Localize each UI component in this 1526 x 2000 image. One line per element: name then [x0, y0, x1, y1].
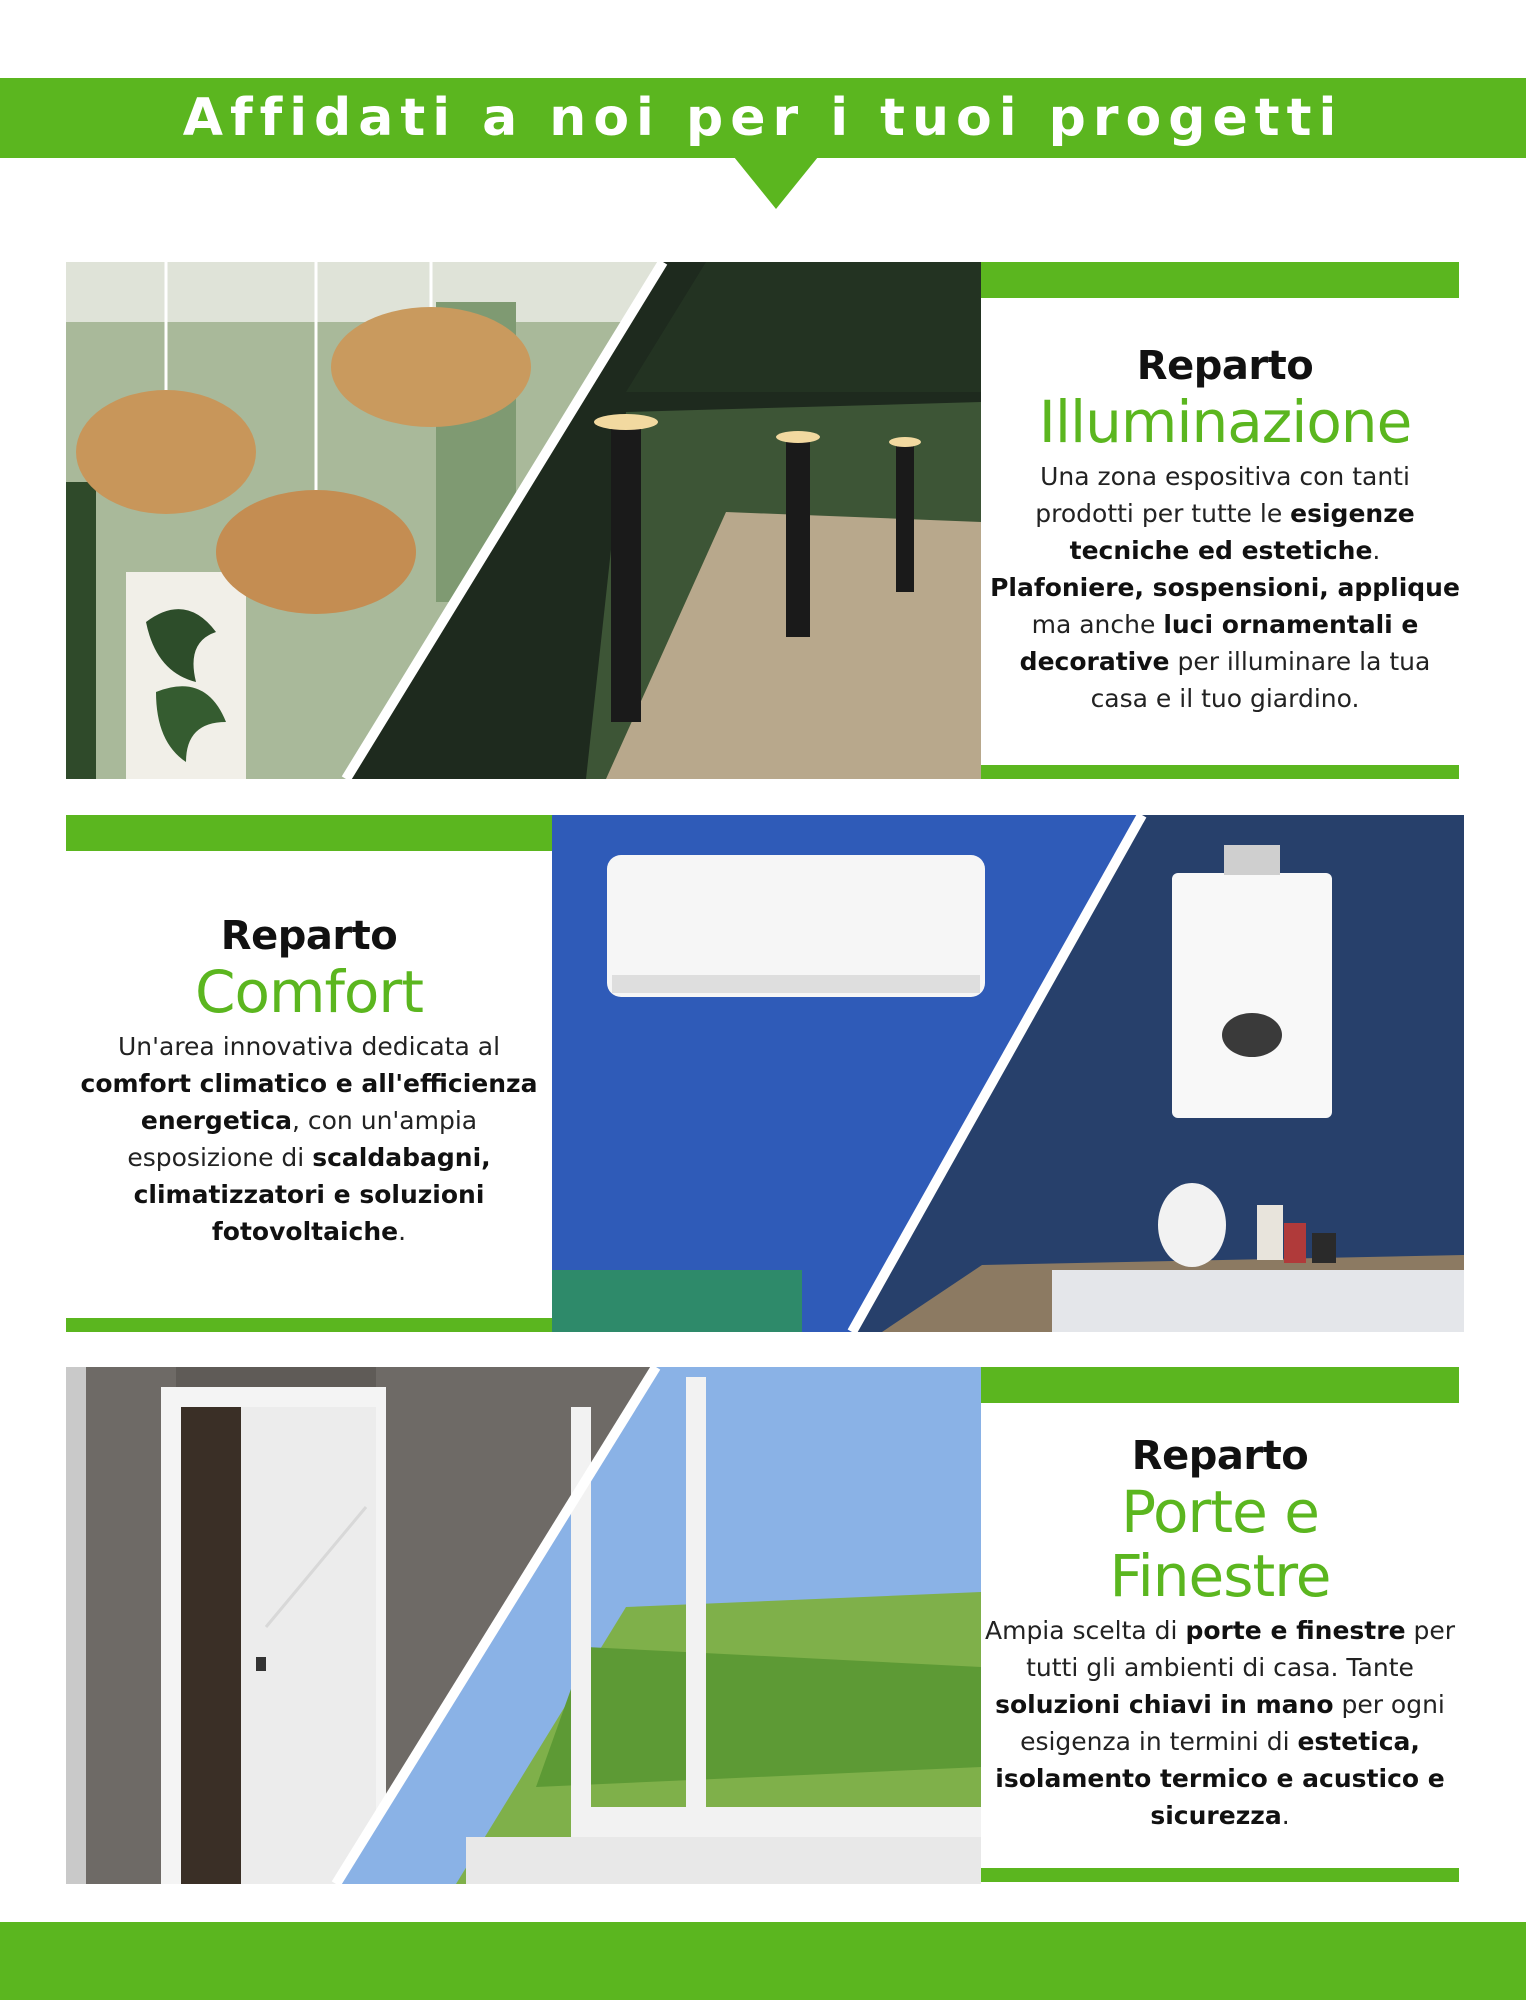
- banner-pointer: [734, 157, 818, 209]
- comfort-photo: [552, 815, 1464, 1332]
- panel-top-bar: [66, 815, 552, 851]
- description-run: .: [1281, 1801, 1290, 1830]
- section-title: Porte e Finestre: [1109, 1478, 1331, 1610]
- description-bold-run: soluzioni chiavi in mano: [995, 1690, 1334, 1719]
- description-bold-run: esigenze tecniche ed estetiche: [1069, 499, 1415, 565]
- description-run: Una zona espositiva con tanti prodotti per tutte le: [1035, 462, 1410, 528]
- description-run: per ogni esigenza in termini di: [1020, 1690, 1445, 1756]
- page-title: Affidati a noi per i tuoi progetti: [182, 88, 1344, 148]
- section-title: Comfort: [195, 958, 423, 1026]
- panel-bottom-bar: [66, 1318, 552, 1332]
- comfort-panel: [66, 912, 552, 1250]
- illuminazione-photo: [66, 262, 981, 779]
- description-bold-run: luci ornamentali e decorative: [1019, 610, 1419, 676]
- description-run: per illuminare la tua casa e il tuo giardino.: [1090, 647, 1431, 713]
- section-label: Reparto: [1136, 343, 1314, 389]
- description-bold-run: Plafoniere, sospensioni, applique: [990, 573, 1460, 602]
- description-bold-run: porte e finestre: [1185, 1616, 1406, 1645]
- panel-bottom-bar: [981, 765, 1459, 779]
- illuminazione-panel: [990, 342, 1460, 717]
- description-run: Ampia scelta di: [984, 1616, 1186, 1645]
- description-run: , con un'ampia esposizione di: [127, 1106, 478, 1172]
- description-bold-run: estetica, isolamento termico e acustico e sicurezza: [995, 1727, 1445, 1830]
- footer-bar: [0, 1922, 1526, 2000]
- description-bold-run: comfort climatico e all'efficienza energetica: [80, 1069, 538, 1135]
- porte-finestre-photo: [66, 1367, 981, 1884]
- panel-top-bar: [981, 262, 1459, 298]
- panel-top-bar: [981, 1367, 1459, 1403]
- section-description: [990, 458, 1460, 717]
- description-run: ma anche: [1031, 610, 1164, 639]
- porte-finestre-panel: [981, 1432, 1459, 1834]
- description-run: .: [1372, 536, 1381, 565]
- section-title: Illuminazione: [1038, 388, 1412, 456]
- description-bold-run: scaldabagni, climatizzatori e soluzioni fotovoltaiche: [133, 1143, 491, 1246]
- section-description: [981, 1612, 1459, 1834]
- description-run: .: [398, 1217, 407, 1246]
- panel-bottom-bar: [981, 1868, 1459, 1882]
- section-description: [66, 1028, 552, 1250]
- section-label: Reparto: [220, 913, 398, 959]
- section-label: Reparto: [1131, 1433, 1309, 1479]
- description-run: Un'area innovativa dedicata al: [117, 1032, 501, 1061]
- description-run: per tutti gli ambienti di casa. Tante: [1026, 1616, 1456, 1682]
